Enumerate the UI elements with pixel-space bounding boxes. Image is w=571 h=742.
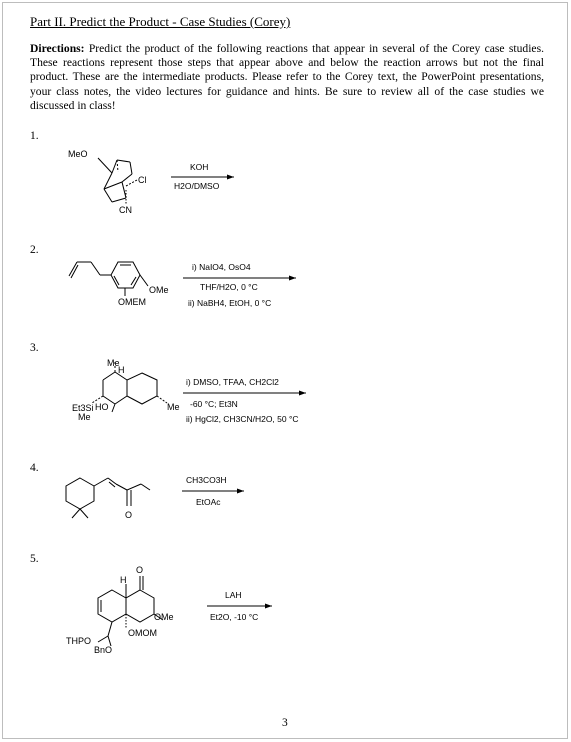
cyclohexylidene-ketone-structure	[66, 478, 150, 518]
r2-condition-above-2: THF/H2O, 0 °C	[200, 282, 258, 292]
r4-condition-below-1: EtOAc	[196, 497, 221, 507]
r3-condition-below-1: -60 °C; Et3N	[190, 399, 238, 409]
r1-condition-above-1: KOH	[190, 162, 209, 172]
r3-label-me-bottom: Me	[78, 412, 91, 422]
r4-condition-above-1: CH3CO3H	[186, 475, 227, 485]
r3-condition-above-1: i) DMSO, TFAA, CH2Cl2	[186, 377, 279, 387]
reaction-number-5: 5.	[30, 553, 39, 565]
reaction-number-3: 3.	[30, 342, 39, 354]
r1-condition-below-1: H2O/DMSO	[174, 181, 220, 191]
directions-label: Directions:	[30, 42, 85, 55]
r2-condition-above-1: i) NaIO4, OsO4	[192, 262, 251, 272]
bicyclic-ketene-adduct-structure	[98, 158, 137, 204]
reaction-5	[66, 565, 272, 655]
r5-label-h: H	[120, 575, 127, 585]
r2-label-omem: OMEM	[118, 297, 146, 307]
r3-condition-below-2: ii) HgCl2, CH3CN/H2O, 50 °C	[186, 414, 299, 424]
allyl-anisole-structure	[69, 262, 148, 296]
r5-label-omom: OMOM	[128, 628, 157, 638]
r3-label-me-right: Me	[167, 402, 180, 412]
reaction-3	[72, 358, 306, 424]
reaction-4	[66, 475, 244, 520]
reaction-number-4: 4.	[30, 462, 39, 474]
r5-condition-below-1: Et2O, -10 °C	[210, 612, 259, 622]
r2-label-ome: OMe	[149, 285, 169, 295]
r5-condition-above-1: LAH	[225, 590, 242, 600]
r5-label-bno: BnO	[94, 645, 113, 655]
reaction-number-2: 2.	[30, 244, 39, 256]
r5-label-thpo: THPO	[66, 636, 92, 646]
r4-label-oxygen: O	[125, 510, 133, 520]
r3-label-ho: HO	[95, 402, 109, 412]
reaction-2	[69, 262, 296, 308]
r3-label-h: H	[118, 365, 125, 375]
r5-label-oxygen: O	[136, 565, 144, 575]
r3-label-me-top: Me	[107, 358, 120, 368]
reaction-number-1: 1.	[30, 130, 39, 142]
r5-label-ome: OMe	[154, 612, 174, 622]
r1-label-meo: MeO	[68, 149, 88, 159]
page-title: Part II. Predict the Product - Case Studies (Corey)	[30, 14, 291, 29]
page-number: 3	[282, 717, 288, 729]
r2-condition-below-1: ii) NaBH4, EtOH, 0 °C	[188, 298, 272, 308]
r1-label-cn: CN	[119, 205, 132, 215]
reaction-1	[68, 149, 234, 215]
directions-text: Predict the product of the following reactions that appear in several of the Corey case studies. These reactions represent those steps that appear above and below the reaction arrows but not the final product. These are the intermediate products. Please refer to the Corey text, the PowerPoint presentations, your class notes, the video lectures for guidance and hints. Be sure to review all of the case studies we discussed in class!	[30, 42, 544, 112]
r1-label-cl: Cl	[138, 175, 147, 185]
r3-label-et3si: Et3Si	[72, 403, 94, 413]
